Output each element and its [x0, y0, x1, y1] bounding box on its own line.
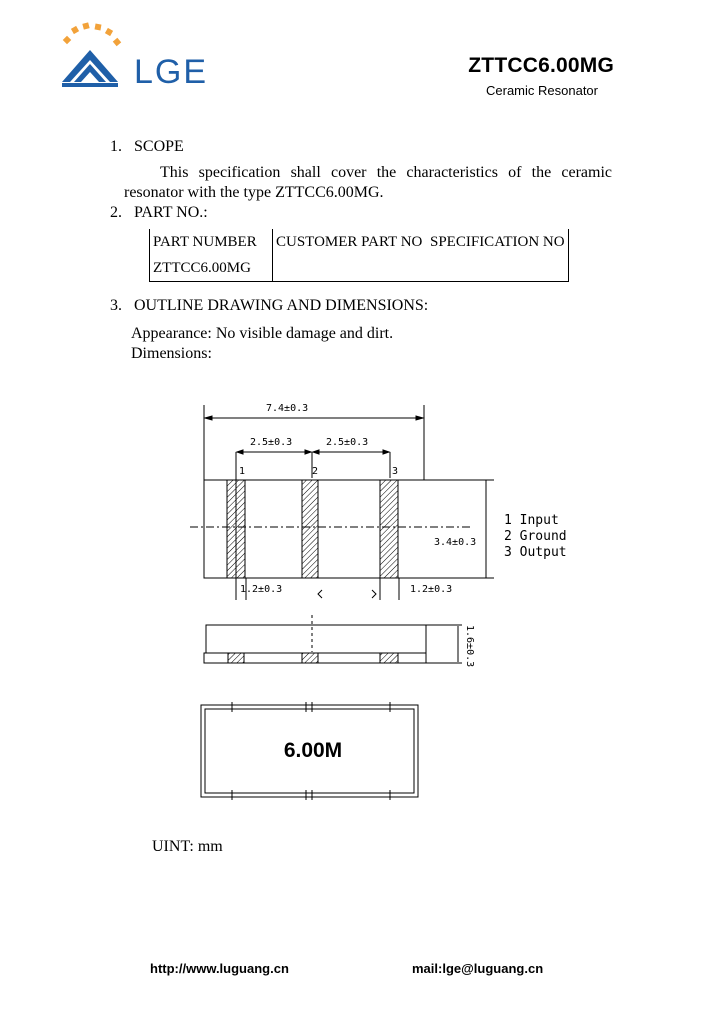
dim-thickness: 1.6±0.3	[464, 625, 475, 668]
legend-ground: 2 Ground	[504, 529, 567, 544]
side-pad-terminal-2	[302, 653, 318, 663]
chevron-left-icon	[318, 590, 322, 598]
resonator-body-outline	[204, 480, 486, 578]
scope-text-line2: resonator with the type ZTTCC6.00MG.	[124, 184, 384, 201]
side-pad	[318, 653, 380, 663]
dim-pitch-left: 2.5±0.3	[250, 437, 293, 448]
arrow-icon	[313, 450, 319, 454]
side-pad	[204, 653, 228, 663]
arrow-icon	[305, 450, 311, 454]
arrow-icon	[383, 450, 389, 454]
website-link[interactable]: http://www.luguang.cn	[150, 961, 289, 976]
col-specification-no: SPECIFICATION NO	[427, 229, 568, 255]
terminal-3	[380, 480, 398, 578]
scope-heading: 1. SCOPE	[110, 138, 184, 155]
appearance-text: Appearance: No visible damage and dirt.	[131, 325, 394, 342]
col-customer-part-no: CUSTOMER PART NO	[273, 229, 428, 255]
dim-height: 3.4±0.3	[434, 537, 477, 548]
product-subtitle: Ceramic Resonator	[486, 83, 598, 98]
dim-pitch-right: 2.5±0.3	[326, 437, 369, 448]
col-part-number: PART NUMBER	[150, 229, 273, 255]
side-pad	[398, 653, 426, 663]
pin-1-label: 1	[239, 466, 246, 477]
arrow-left-icon	[205, 416, 212, 420]
pin-3-label: 3	[392, 466, 399, 477]
dim-terminal-right: 1.2±0.3	[410, 584, 453, 595]
top-view	[190, 405, 494, 600]
brand-name: LGE	[134, 53, 209, 90]
side-pad-terminal-3	[380, 653, 398, 663]
legend-output: 3 Output	[504, 545, 567, 560]
arrow-icon	[237, 450, 243, 454]
terminal-2	[302, 480, 318, 578]
side-pad-terminal-1	[228, 653, 244, 663]
scope-text-line1: This specification shall cover the characteristics of the ceramic	[160, 164, 612, 181]
cell-part-number: ZTTCC6.00MG	[150, 255, 273, 282]
outline-heading: 3. OUTLINE DRAWING AND DIMENSIONS:	[110, 297, 429, 314]
side-view	[204, 615, 462, 663]
side-body	[206, 625, 426, 653]
part-marking: 6.00M	[283, 739, 343, 762]
email-link[interactable]: mail:lge@luguang.cn	[412, 961, 544, 976]
unit-note: UINT: mm	[152, 838, 223, 855]
dimensions-label: Dimensions:	[131, 345, 212, 362]
arrow-right-icon	[416, 416, 423, 420]
dim-terminal-left: 1.2±0.3	[240, 584, 283, 595]
part-no-heading: 2. PART NO.:	[110, 204, 208, 221]
model-number: ZTTCC6.00MG	[468, 54, 614, 77]
legend-input: 1 Input	[504, 513, 559, 528]
chevron-right-icon	[372, 590, 376, 598]
side-pad	[244, 653, 302, 663]
dim-overall-length: 7.4±0.3	[266, 403, 309, 414]
pin-2-label: 2	[312, 466, 319, 477]
